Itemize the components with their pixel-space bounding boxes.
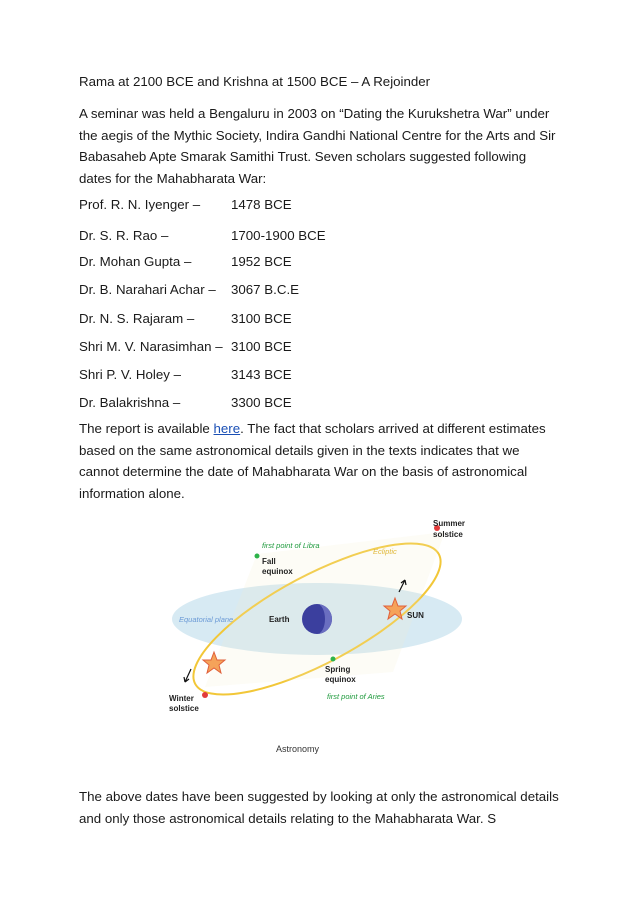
spring-equinox-label-2: equinox bbox=[325, 675, 356, 684]
astronomy-diagram bbox=[165, 512, 470, 762]
document-title: Rama at 2100 BCE and Krishna at 1500 BCE – A Rejoinder bbox=[79, 74, 431, 89]
closing-paragraph: The above dates have been suggested by looking at only the astronomical details and only those astronomical details relating to the Mahabharata War. S bbox=[79, 789, 559, 826]
earth-label: Earth bbox=[269, 615, 290, 624]
winter-solstice-label: Winter bbox=[169, 694, 194, 703]
summer-solstice-label: Summer bbox=[433, 519, 466, 528]
scholar-name: Prof. R. N. Iyenger – bbox=[79, 197, 201, 212]
figure-caption: Astronomy bbox=[276, 744, 320, 754]
scholar-date: 3143 BCE bbox=[231, 367, 292, 382]
scholar-name: Dr. B. Narahari Achar – bbox=[79, 282, 216, 297]
report-prefix: The report is available bbox=[79, 421, 214, 436]
scholar-name: Dr. Balakrishna – bbox=[79, 395, 181, 410]
fall-equinox-dot bbox=[255, 554, 260, 559]
scholar-date: 3100 BCE bbox=[231, 339, 292, 354]
scholar-name: Dr. S. R. Rao – bbox=[79, 228, 169, 243]
scholar-name: Dr. Mohan Gupta – bbox=[79, 254, 192, 269]
scholar-date: 3100 BCE bbox=[231, 311, 292, 326]
report-link[interactable]: here bbox=[213, 421, 241, 436]
spring-equinox-label: Spring bbox=[325, 665, 351, 674]
sun-label: SUN bbox=[407, 611, 424, 620]
ecliptic-label: Ecliptic bbox=[373, 547, 397, 556]
scholar-name: Shri M. V. Narasimhan – bbox=[79, 339, 223, 354]
equatorial-plane-label: Equatorial plane bbox=[179, 615, 234, 624]
scholar-date: 3300 BCE bbox=[231, 395, 292, 410]
scholar-date: 1700-1900 BCE bbox=[231, 228, 326, 243]
scholar-name: Shri P. V. Holey – bbox=[79, 367, 182, 382]
intro-paragraph: A seminar was held a Bengaluru in 2003 on “Dating the Kurukshetra War” under the aegis of the Mythic Society, Indira Gandhi National Centre for the Arts and Sir Babasaheb Apte Smarak Samithi Trust. Seven scholars suggested following dates for the Mahabharata War: bbox=[79, 106, 556, 186]
scholar-date: 1478 BCE bbox=[231, 197, 292, 212]
winter-solstice-label-2: solstice bbox=[169, 704, 199, 713]
winter-solstice-dot bbox=[202, 692, 208, 698]
first-point-aries-label: first point of Aries bbox=[327, 692, 385, 701]
fall-equinox-label: Fall bbox=[262, 557, 276, 566]
first-point-libra-label: first point of Libra bbox=[262, 541, 320, 550]
spring-equinox-dot bbox=[331, 657, 336, 662]
report-paragraph bbox=[79, 418, 559, 504]
summer-solstice-label-2: solstice bbox=[433, 530, 463, 539]
report-suffix: . The fact that scholars arrived at different estimates based on the same astronomical details given in the texts indicates that we cannot determine the date of Mahabharata War on the basis of astronomical information alone. bbox=[79, 421, 546, 501]
scholar-name: Dr. N. S. Rajaram – bbox=[79, 311, 195, 326]
scholar-date: 3067 B.C.E bbox=[231, 282, 300, 297]
fall-equinox-label-2: equinox bbox=[262, 567, 293, 576]
scholar-date: 1952 BCE bbox=[231, 254, 292, 269]
